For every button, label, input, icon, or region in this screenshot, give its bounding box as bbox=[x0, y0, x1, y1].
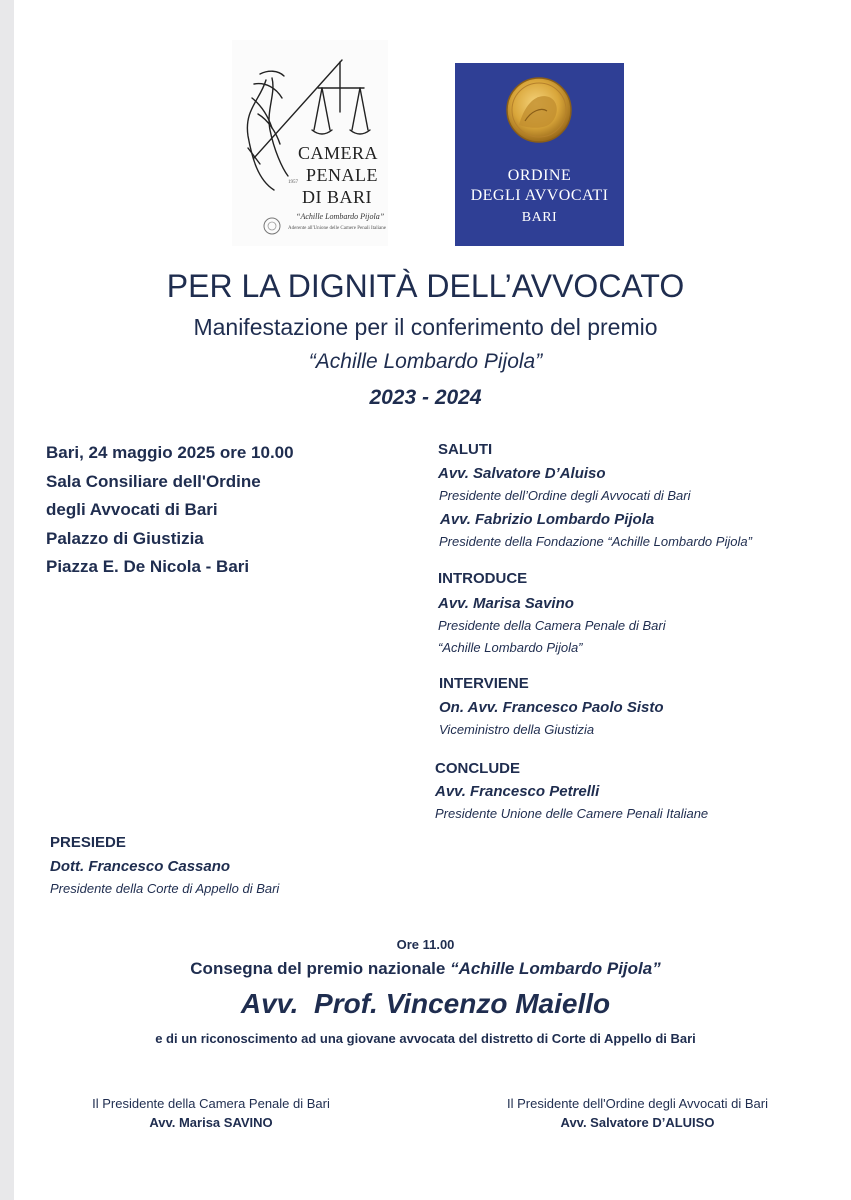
interviene-label: INTERVIENE bbox=[439, 675, 529, 692]
saluti-speaker-1: Avv. Salvatore D’Aluiso bbox=[438, 465, 606, 482]
signature-left-title: Il Presidente della Camera Penale di Bari bbox=[92, 1096, 330, 1111]
introduce-speaker: Avv. Marisa Savino bbox=[438, 595, 574, 612]
signature-left bbox=[46, 1096, 376, 1130]
conclude-role: Presidente Unione delle Camere Penali Italiane bbox=[435, 806, 709, 821]
logo-oa-line-1: ORDINE bbox=[507, 167, 572, 184]
award-name: “Achille Lombardo Pijola” bbox=[308, 350, 543, 373]
ceremony-award-name: “Achille Lombardo Pijola” bbox=[450, 959, 661, 978]
logo-oa-line-2: DEGLI AVVOCATI bbox=[470, 187, 609, 204]
ceremony-extra: e di un riconoscimento ad una giovane avvocata del distretto di Corte di Appello di Bari bbox=[155, 1031, 696, 1046]
venue-block bbox=[46, 439, 386, 582]
ceremony-prefix: Consegna del premio nazionale bbox=[190, 959, 446, 978]
signature-right bbox=[465, 1096, 810, 1130]
signature-right-name: Avv. Salvatore D’ALUISO bbox=[560, 1115, 715, 1130]
logo-cp-tiny: Aderente all'Unione delle Camere Penali Italiane bbox=[288, 226, 386, 231]
interviene-speaker: On. Avv. Francesco Paolo Sisto bbox=[439, 699, 664, 716]
presiede-role: Presidente della Corte di Appello di Bari bbox=[50, 881, 280, 896]
ceremony-headline bbox=[0, 959, 851, 979]
logo-cp-line-2: PENALE bbox=[306, 165, 378, 185]
introduce-label: INTRODUCE bbox=[438, 570, 528, 587]
venue-hall-cont: degli Avvocati di Bari bbox=[46, 500, 218, 519]
signature-right-title: Il Presidente dell'Ordine degli Avvocati di Bari bbox=[507, 1096, 768, 1111]
ordine-avvocati-logo bbox=[455, 63, 624, 246]
conclude-speaker: Avv. Francesco Petrelli bbox=[435, 783, 600, 800]
saluti-speaker-2: Avv. Fabrizio Lombardo Pijola bbox=[440, 511, 655, 528]
logo-cp-year: 1957 bbox=[288, 180, 298, 185]
interviene-role: Viceministro della Giustizia bbox=[439, 722, 595, 737]
venue-hall: Sala Consiliare dell'Ordine bbox=[46, 471, 261, 491]
camera-penale-logo bbox=[232, 40, 388, 246]
logo-oa-line-3: BARI bbox=[521, 210, 558, 225]
saluti-role-1: Presidente dell’Ordine degli Avvocati di Bari bbox=[439, 488, 691, 503]
award-recipient: Avv. Prof. Vincenzo Maiello bbox=[240, 988, 611, 1019]
page-title: PER LA DIGNITÀ DELL’AVVOCATO bbox=[166, 268, 685, 304]
logo-cp-line-1: CAMERA bbox=[298, 143, 379, 163]
saluti-label: SALUTI bbox=[438, 441, 493, 458]
presiede-speaker: Dott. Francesco Cassano bbox=[50, 858, 231, 875]
venue-building: Palazzo di Giustizia bbox=[46, 528, 204, 548]
venue-date-time: Bari, 24 maggio 2025 ore 10.00 bbox=[46, 443, 294, 462]
award-years: 2023 - 2024 bbox=[369, 386, 482, 409]
logo-cp-line-3: DI BARI bbox=[302, 187, 372, 207]
conclude-label: CONCLUDE bbox=[435, 760, 520, 777]
ceremony-time: Ore 11.00 bbox=[396, 937, 455, 952]
venue-address: Piazza E. De Nicola - Bari bbox=[46, 557, 250, 576]
introduce-role-1: Presidente della Camera Penale di Bari bbox=[438, 618, 666, 633]
saluti-role-2: Presidente della Fondazione “Achille Lombardo Pijola” bbox=[439, 534, 752, 549]
seal-icon bbox=[262, 216, 282, 236]
signature-left-name: Avv. Marisa SAVINO bbox=[149, 1115, 273, 1130]
page-subtitle: Manifestazione per il conferimento del premio bbox=[193, 314, 658, 340]
presiede-label: PRESIEDE bbox=[50, 834, 126, 851]
introduce-role-2: “Achille Lombardo Pijola” bbox=[438, 640, 583, 655]
logo-cp-subtitle: “Achille Lombardo Pijola” bbox=[296, 212, 385, 221]
page-edge-shadow bbox=[0, 0, 14, 1200]
